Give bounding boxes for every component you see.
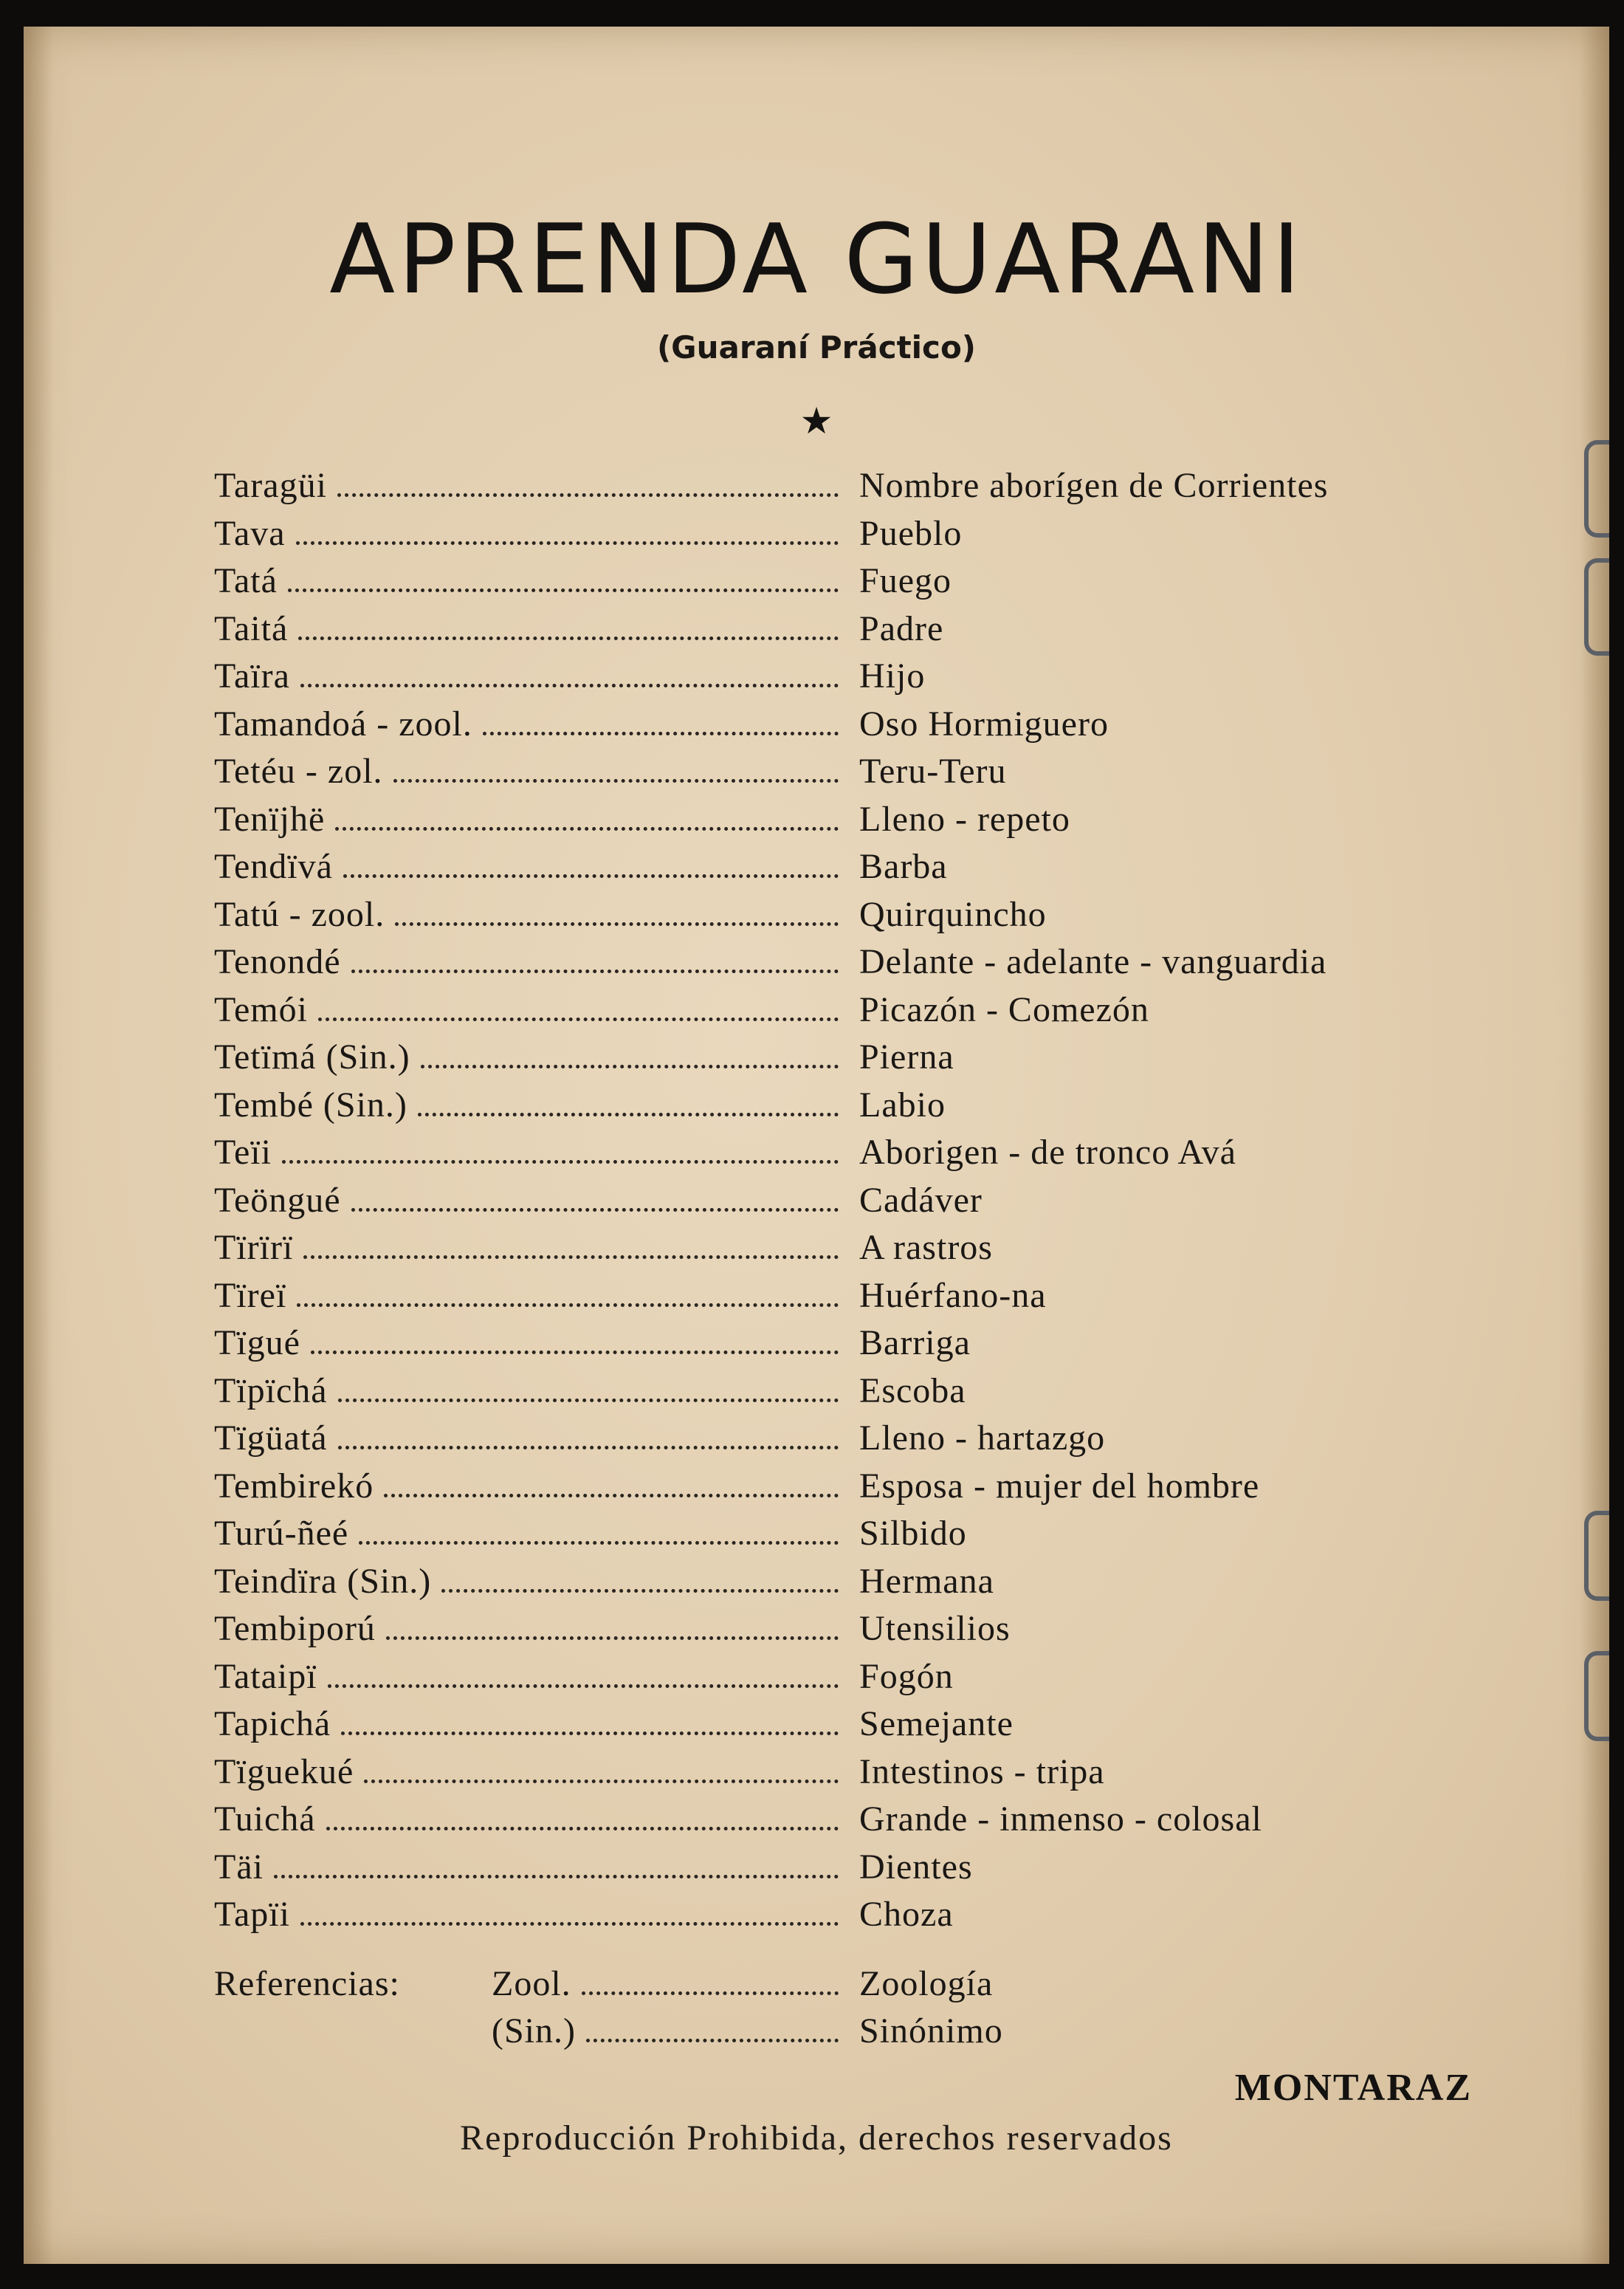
glossary-term-cell <box>214 1703 839 1744</box>
dot-leader <box>343 874 839 878</box>
glossary-term-cell <box>214 608 839 649</box>
dot-leader <box>384 1494 839 1497</box>
glossary-definition: Delante - adelante - vanguardia <box>859 942 1327 981</box>
glossary-term: Taitá <box>214 608 289 648</box>
glossary-row <box>214 1418 1513 1466</box>
glossary-term: Tetéu - zol. <box>214 752 383 791</box>
glossary-term-cell <box>214 1751 839 1792</box>
glossary-row <box>214 1703 1513 1751</box>
glossary-term: Tïrïrï <box>214 1228 294 1267</box>
glossary-term: Tapichá <box>214 1704 331 1743</box>
dot-leader <box>311 1351 839 1354</box>
dot-leader <box>288 588 839 592</box>
dot-leader <box>421 1065 839 1068</box>
glossary-term: Turú-ñeé <box>214 1514 349 1553</box>
glossary-term: Tenondé <box>214 942 341 981</box>
glossary-term: Tïgué <box>214 1323 300 1362</box>
glossary-definition: Cadáver <box>859 1180 983 1220</box>
dot-leader <box>586 2039 839 2042</box>
glossary-term-cell <box>214 465 839 506</box>
glossary-term-cell <box>214 941 839 982</box>
glossary-term-cell <box>214 799 839 840</box>
dot-leader <box>282 1160 839 1164</box>
glossary-term: Temói <box>214 989 308 1029</box>
dot-leader <box>338 1399 839 1402</box>
brand-signature: MONTARAZ <box>1234 2067 1472 2109</box>
glossary-term-cell <box>214 1608 839 1649</box>
glossary-row <box>214 656 1513 704</box>
glossary-term: Tenïjhë <box>214 799 326 839</box>
glossary-definition: Pierna <box>859 1037 954 1077</box>
glossary-term: Tembirekó <box>214 1466 374 1506</box>
dot-leader <box>483 732 839 735</box>
glossary-row <box>214 1180 1513 1228</box>
dot-leader <box>318 1017 839 1021</box>
glossary-term-cell <box>214 1275 839 1316</box>
glossary-definition: Dientes <box>859 1847 973 1887</box>
glossary-row <box>214 1466 1513 1514</box>
glossary-term: Taragüi <box>214 466 327 505</box>
glossary-term: Taïra <box>214 656 290 696</box>
dot-leader <box>364 1780 839 1783</box>
glossary-row <box>214 608 1513 656</box>
binding-ring-icon <box>1584 1511 1609 1601</box>
glossary-term: Teindïra (Sin.) <box>214 1561 432 1601</box>
dot-leader <box>441 1589 839 1593</box>
glossary-term-cell <box>214 1894 839 1935</box>
glossary-definition: Aborigen - de tronco Avá <box>859 1133 1236 1172</box>
glossary-row <box>214 1561 1513 1609</box>
glossary-term-cell <box>214 1513 839 1554</box>
dot-leader <box>338 1446 839 1449</box>
glossary-term: Tembiporú <box>214 1609 376 1648</box>
glossary-term: Tapïi <box>214 1895 290 1934</box>
dot-leader <box>393 779 839 783</box>
glossary-row <box>214 1656 1513 1704</box>
glossary-term: Tendïvá <box>214 847 333 886</box>
glossary-row <box>214 1370 1513 1418</box>
glossary-row <box>214 1513 1513 1561</box>
dot-leader <box>351 1208 839 1212</box>
glossary-term: Tembé (Sin.) <box>214 1085 407 1125</box>
dot-leader <box>274 1875 839 1878</box>
glossary-row <box>214 989 1513 1037</box>
glossary-term-cell <box>214 1466 839 1506</box>
glossary-term-cell <box>214 1799 839 1839</box>
glossary-row <box>214 1322 1513 1370</box>
glossary-term-cell <box>214 751 839 792</box>
glossary-definition: Teru-Teru <box>859 752 1007 791</box>
glossary-row <box>214 1037 1513 1085</box>
glossary-term-cell <box>214 1227 839 1268</box>
reference-row <box>214 1963 1513 2011</box>
glossary-term: Tïreï <box>214 1275 287 1315</box>
glossary-term: Tatú - zool. <box>214 894 385 934</box>
glossary-term: Tïgüatá <box>214 1418 328 1458</box>
glossary-term: Tataipï <box>214 1656 317 1696</box>
dot-leader <box>296 541 839 545</box>
reference-abbr: Zool. <box>492 1964 571 2003</box>
dot-leader <box>418 1113 839 1116</box>
glossary-term-cell <box>214 513 839 554</box>
copyright-notice: Reproducción Prohibida, derechos reservados <box>460 2118 1173 2158</box>
glossary-term-cell <box>214 560 839 601</box>
glossary-term: Täi <box>214 1847 264 1887</box>
glossary-term-cell <box>214 1656 839 1697</box>
glossary-definition: Padre <box>859 608 944 648</box>
glossary-definition: Grande - inmenso - colosal <box>859 1799 1262 1839</box>
book-page <box>24 27 1609 2264</box>
page-subtitle: (Guaraní Práctico) <box>656 329 977 366</box>
glossary-row <box>214 1132 1513 1180</box>
glossary-row <box>214 846 1513 894</box>
glossary-definition: Oso Hormiguero <box>859 704 1109 744</box>
dot-leader <box>328 1684 839 1688</box>
glossary-term-cell <box>214 1370 839 1411</box>
glossary-term-cell <box>214 656 839 696</box>
glossary-term: Tuichá <box>214 1799 316 1839</box>
dot-leader <box>298 636 839 640</box>
dot-leader <box>337 493 839 497</box>
glossary-term: Teöngué <box>214 1180 341 1220</box>
reference-row <box>214 2011 1513 2058</box>
glossary-definition: Lleno - hartazgo <box>859 1418 1106 1458</box>
glossary-term-cell <box>214 1180 839 1221</box>
dot-leader <box>351 970 839 973</box>
glossary-definition: Labio <box>859 1085 946 1125</box>
glossary-row <box>214 560 1513 608</box>
glossary-row <box>214 465 1513 513</box>
dot-leader <box>341 1732 839 1735</box>
glossary-term-cell <box>214 1847 839 1887</box>
glossary-definition: Pueblo <box>859 513 963 553</box>
dot-leader <box>297 1303 839 1307</box>
dot-leader <box>359 1541 839 1545</box>
glossary-definition: Choza <box>859 1895 954 1934</box>
glossary-term: Teïi <box>214 1133 272 1172</box>
binding-ring-icon <box>1584 558 1609 656</box>
glossary-definition: Barriga <box>859 1323 971 1362</box>
star-ornament-icon: ★ <box>799 399 833 442</box>
glossary-row <box>214 1608 1513 1656</box>
glossary-definition: Fuego <box>859 561 952 600</box>
dot-leader <box>326 1827 839 1830</box>
glossary-definition: Huérfano-na <box>859 1275 1047 1315</box>
glossary-row <box>214 1799 1513 1847</box>
glossary-definition: Esposa - mujer del hombre <box>859 1466 1260 1506</box>
glossary-row <box>214 799 1513 847</box>
glossary-definition: Utensilios <box>859 1609 1011 1648</box>
glossary-term-cell <box>214 1561 839 1602</box>
glossary-term-cell <box>214 1322 839 1363</box>
dot-leader <box>395 922 839 926</box>
dot-leader <box>300 1922 839 1926</box>
glossary-definition: Nombre aborígen de Corrientes <box>859 466 1329 505</box>
glossary-row <box>214 1085 1513 1133</box>
glossary-definition: Hijo <box>859 656 926 696</box>
reference-meaning: Sinónimo <box>859 2011 1003 2051</box>
glossary-term: Tatá <box>214 561 278 600</box>
glossary-row <box>214 1847 1513 1895</box>
page-title: APRENDA GUARANI <box>329 203 1304 315</box>
glossary-row <box>214 1227 1513 1275</box>
glossary-definition: A rastros <box>859 1228 993 1267</box>
glossary-term-cell <box>214 1132 839 1173</box>
glossary-list <box>214 465 1513 1942</box>
glossary-row <box>214 704 1513 752</box>
dot-leader <box>303 1255 839 1259</box>
glossary-term-cell <box>214 1085 839 1125</box>
reference-abbr: (Sin.) <box>492 2011 576 2051</box>
dot-leader <box>335 827 839 831</box>
glossary-definition: Hermana <box>859 1561 994 1601</box>
glossary-row <box>214 1894 1513 1942</box>
glossary-term-cell <box>214 1418 839 1458</box>
glossary-definition: Fogón <box>859 1656 954 1696</box>
binding-ring-icon <box>1584 440 1609 538</box>
glossary-term: Tamandoá - zool. <box>214 704 472 744</box>
binding-ring-icon <box>1584 1651 1609 1741</box>
dot-leader <box>386 1636 839 1640</box>
glossary-definition: Quirquincho <box>859 894 1047 934</box>
glossary-term: Tava <box>214 513 286 553</box>
glossary-row <box>214 513 1513 561</box>
references-label: Referencias: <box>214 1964 400 2003</box>
glossary-row <box>214 751 1513 799</box>
glossary-term-cell <box>214 894 839 935</box>
glossary-term-cell <box>214 846 839 887</box>
glossary-row <box>214 1751 1513 1799</box>
glossary-term: Tïpïchá <box>214 1370 328 1410</box>
dot-leader <box>582 1991 839 1995</box>
glossary-definition: Picazón - Comezón <box>859 989 1149 1029</box>
dot-leader <box>300 684 839 687</box>
glossary-definition: Barba <box>859 847 948 886</box>
glossary-term-cell <box>214 989 839 1030</box>
glossary-row <box>214 941 1513 989</box>
references-section <box>214 1963 1513 2058</box>
glossary-definition: Silbido <box>859 1514 967 1553</box>
glossary-term-cell <box>214 1037 839 1077</box>
glossary-row <box>214 894 1513 942</box>
glossary-term-cell <box>214 704 839 744</box>
glossary-definition: Lleno - repeto <box>859 799 1070 839</box>
glossary-term: Tïguekué <box>214 1751 354 1791</box>
glossary-definition: Escoba <box>859 1370 966 1410</box>
glossary-row <box>214 1275 1513 1323</box>
glossary-term: Tetïmá (Sin.) <box>214 1037 410 1077</box>
reference-meaning: Zoología <box>859 1964 994 2003</box>
glossary-definition: Intestinos - tripa <box>859 1751 1105 1791</box>
glossary-definition: Semejante <box>859 1704 1014 1743</box>
